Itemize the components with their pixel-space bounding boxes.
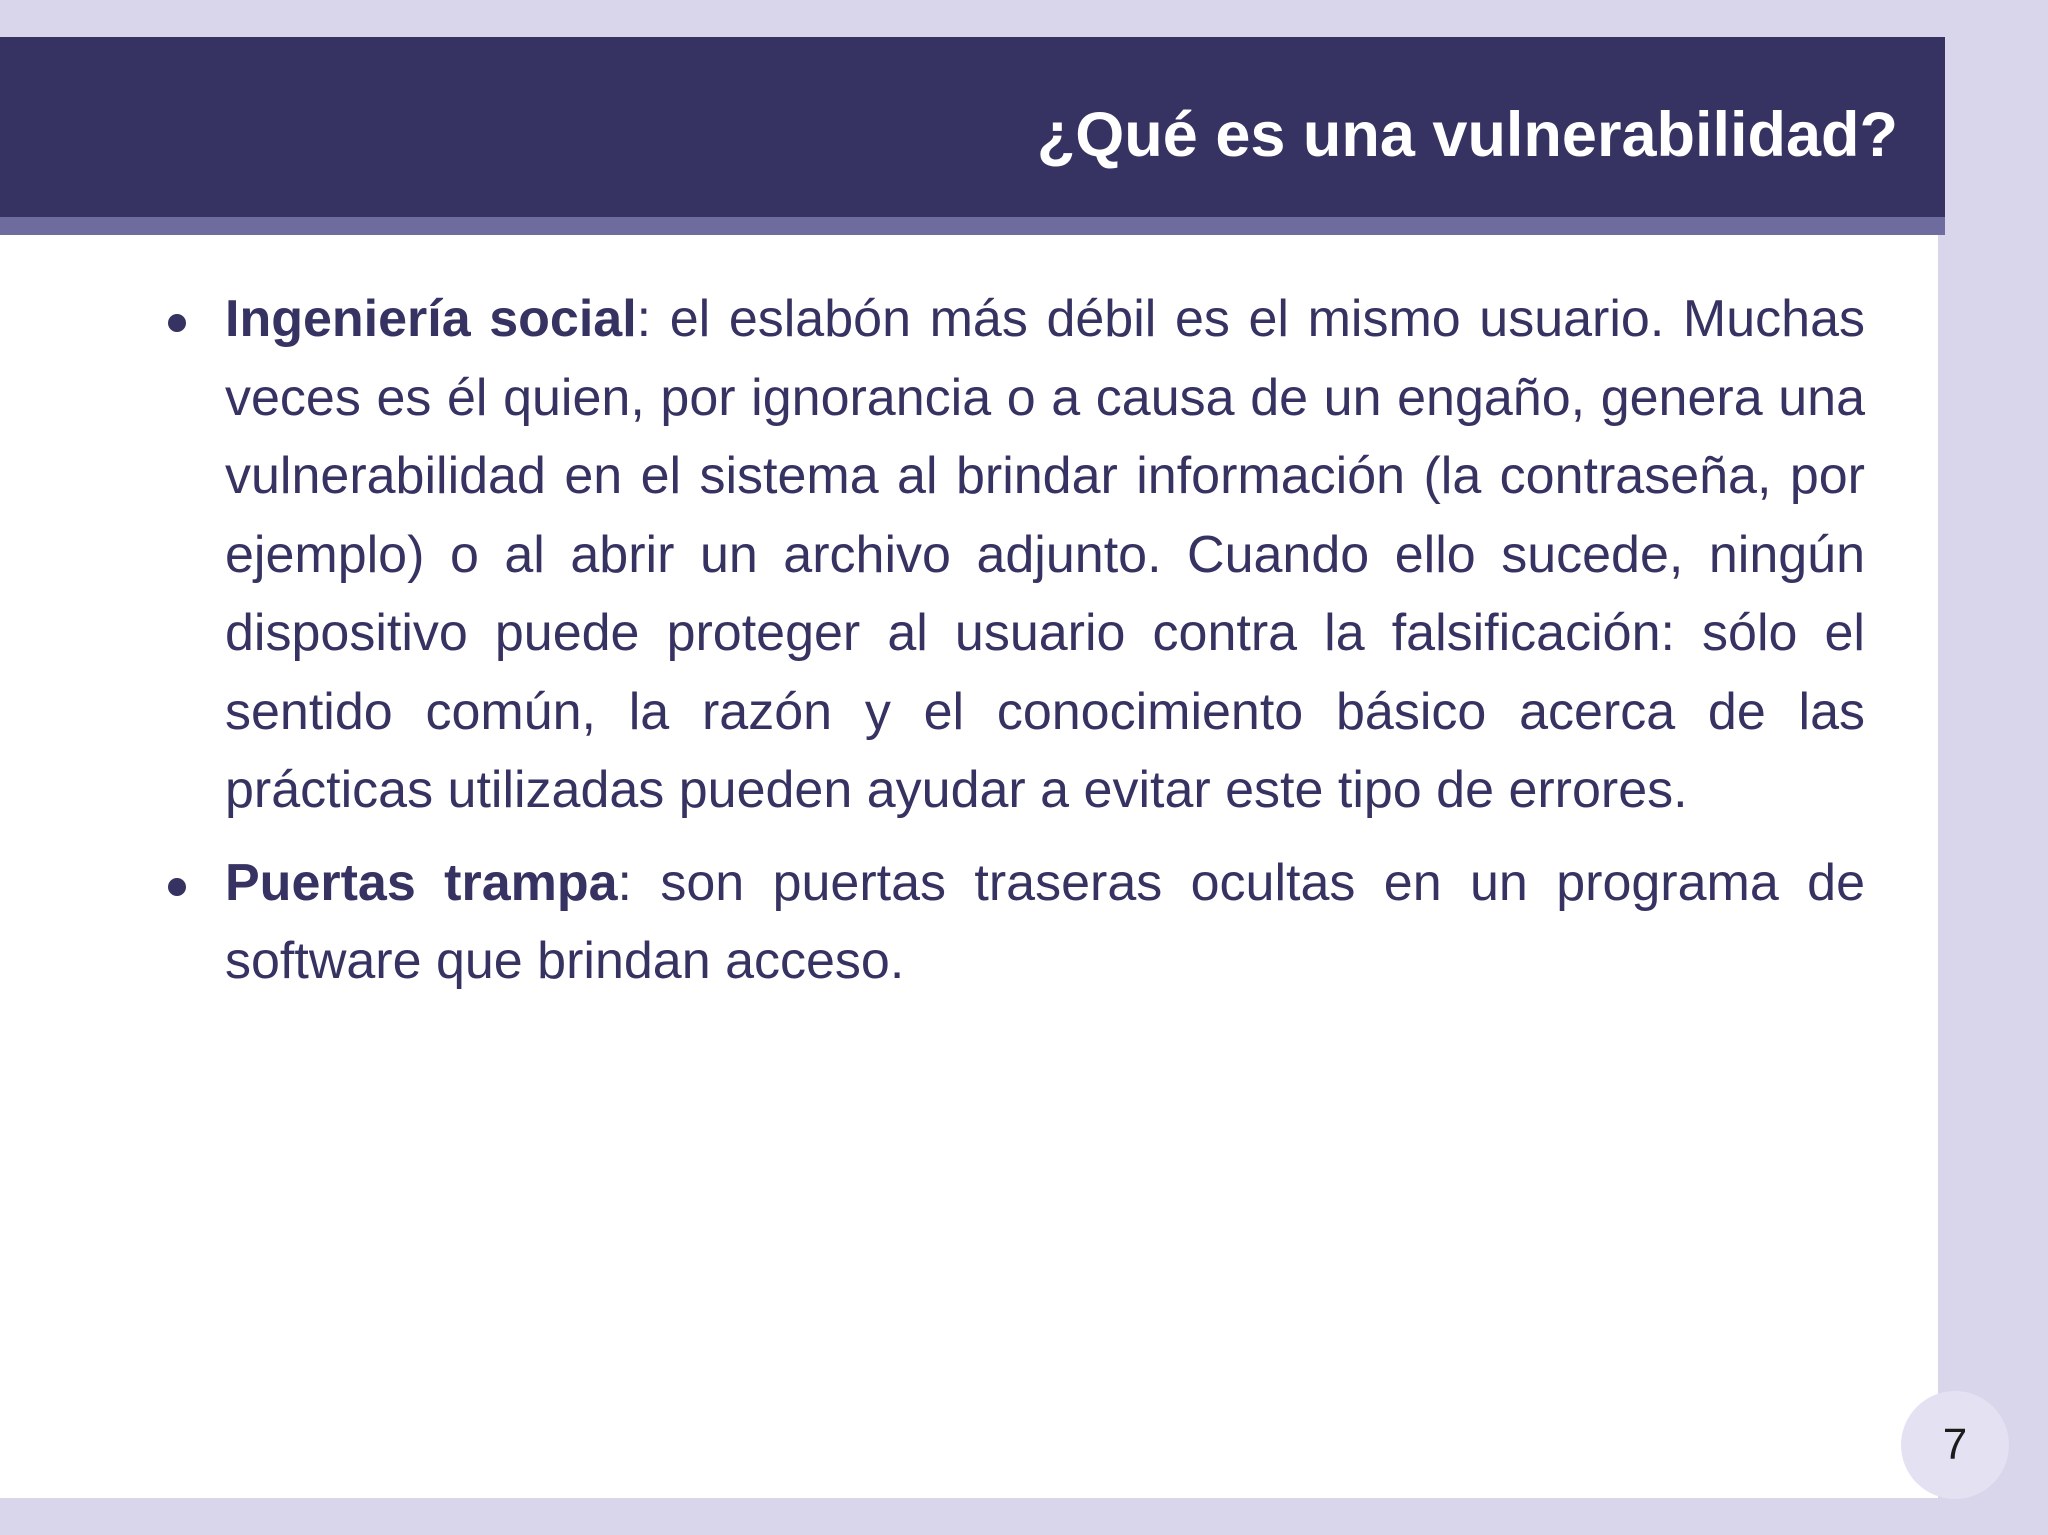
slide-title: ¿Qué es una vulnerabilidad? (1036, 100, 1898, 170)
page-number-badge (1901, 1391, 2009, 1499)
bullet-text: : son puertas traseras ocultas en un programa de software que brindan acceso. (225, 853, 1865, 990)
page-number: 7 (1942, 1420, 1968, 1469)
bullet-dot-icon (168, 314, 186, 332)
bullet-item-ingenieria-social (160, 280, 1865, 830)
bullet-list (160, 280, 1865, 1015)
bullet-term: Puertas trampa (225, 853, 618, 912)
bullet-dot-icon (168, 878, 186, 896)
bullet-text: : el eslabón más débil es el mismo usuario. Muchas veces es él quien, por ignorancia o a causa de un engaño, genera una vulnerabilidad en el sistema al brindar información (la contraseña, por ejemplo) o al abrir un archivo adjunto. Cuando ello sucede, ningún dispositivo puede proteger al usuario contra la falsificación: sólo el sentido común, la razón y el conocimiento básico acerca de las prácticas utilizadas pueden ayudar a evitar este tipo de errores. (225, 290, 1865, 819)
bullet-term: Ingeniería social (225, 290, 637, 348)
title-underline (0, 217, 1945, 235)
bullet-item-puertas-trampa (160, 844, 1865, 1001)
